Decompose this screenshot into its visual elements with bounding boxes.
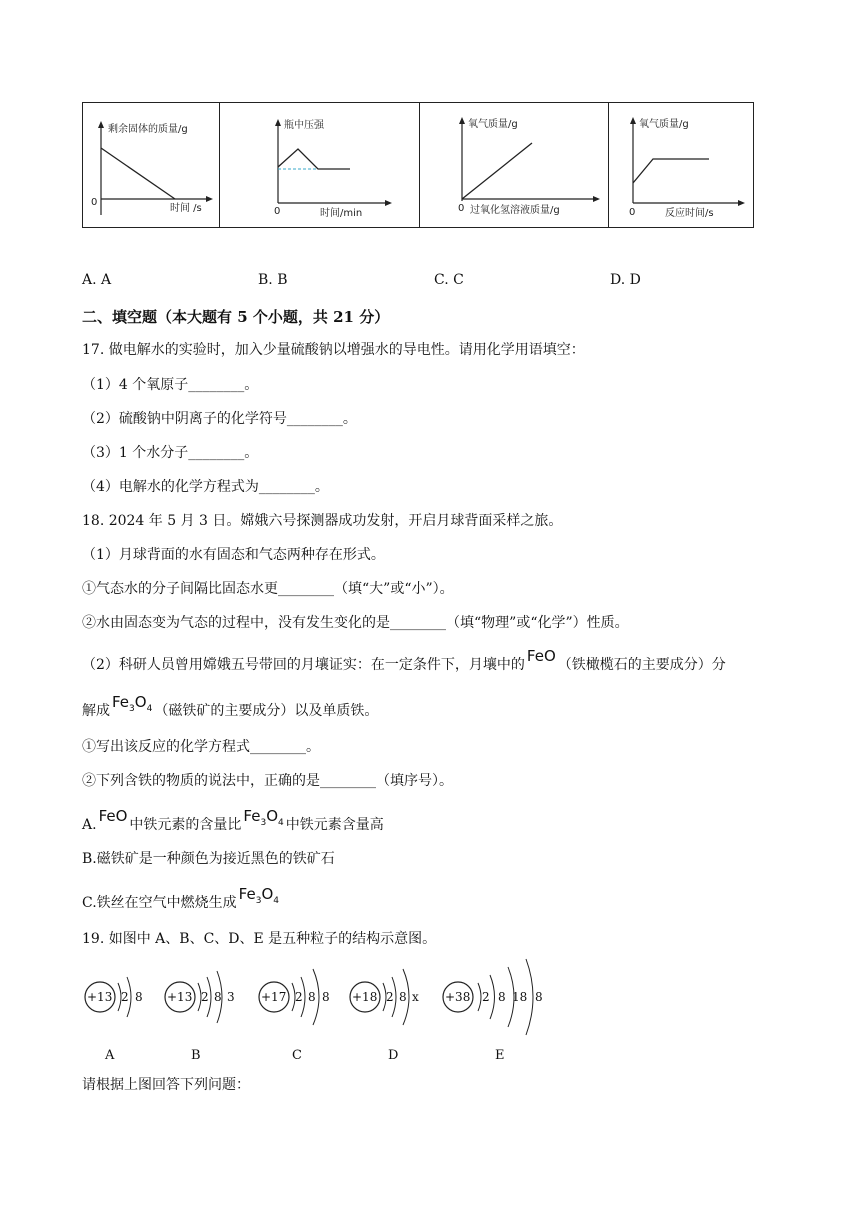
q18-option-a-pre: A. bbox=[82, 817, 97, 833]
atom-a-shell-1: 2 bbox=[121, 990, 129, 1004]
atom-e-shell-3: 18 bbox=[512, 990, 528, 1004]
graph-c-plot bbox=[420, 103, 610, 227]
graph-d-origin: 0 bbox=[629, 207, 636, 218]
atom-b-shell-3: 3 bbox=[227, 990, 235, 1004]
q18-part2-line1 bbox=[82, 647, 726, 674]
option-c: C. C bbox=[434, 272, 464, 288]
graph-c-xlabel: 过氧化氢溶液质量/g bbox=[470, 205, 560, 216]
q18-part1a: ①气态水的分子间隔比固态水更________（填“大”或“小”）。 bbox=[82, 581, 454, 597]
atom-c-shell-1: 2 bbox=[295, 990, 303, 1004]
atom-b-nucleus: +13 bbox=[167, 990, 193, 1004]
graph-d-plot bbox=[609, 103, 753, 227]
q18-option-c-pre: C.铁丝在空气中燃烧生成 bbox=[82, 895, 237, 911]
graph-b-origin: 0 bbox=[273, 206, 280, 217]
graph-c-line bbox=[462, 143, 532, 199]
atom-d-shell-1: 2 bbox=[386, 990, 394, 1004]
graph-a bbox=[83, 103, 220, 227]
q17-item-4: （4）电解水的化学方程式为________。 bbox=[82, 479, 329, 495]
atom-a bbox=[85, 977, 143, 1063]
q18-part2-line2-post: （磁铁矿的主要成分）以及单质铁。 bbox=[154, 703, 379, 719]
q19-stem: 19. 如图中 A、B、C、D、E 是五种粒子的结构示意图。 bbox=[82, 931, 437, 947]
atom-a-nucleus: +13 bbox=[87, 990, 113, 1004]
q18-part1: （1）月球背面的水有固态和气态两种存在形式。 bbox=[82, 547, 385, 563]
graph-b-xlabel: 时间/min bbox=[319, 208, 362, 219]
graph-a-ylabel: 剩余固体的质量/g bbox=[108, 124, 188, 135]
atom-c-nucleus: +17 bbox=[261, 990, 287, 1004]
q18-part2-pre: （2）科研人员曾用嫦娥五号带回的月壤证实：在一定条件下，月壤中的 bbox=[82, 657, 525, 673]
section-title: 二、填空题（本大题有 5 个小题，共 21 分） bbox=[82, 308, 390, 326]
graph-c-origin: 0 bbox=[458, 203, 465, 214]
q18-part2-post: （铁橄榄石的主要成分）分 bbox=[557, 657, 726, 673]
q18-option-a-post: 中铁元素含量高 bbox=[285, 817, 384, 833]
q17-stem: 17. 做电解水的实验时，加入少量硫酸钠以增强水的导电性。请用化学用语填空： bbox=[82, 342, 585, 358]
graph-b-line bbox=[278, 149, 350, 169]
graph-d bbox=[609, 103, 753, 227]
q17-item-1: （1）4 个氧原子________。 bbox=[82, 377, 259, 393]
graph-d-xlabel: 反应时间/s bbox=[665, 208, 715, 219]
graph-a-plot bbox=[83, 103, 220, 227]
graph-d-ylabel: 氧气质量/g bbox=[639, 119, 690, 130]
atom-e bbox=[443, 959, 543, 1063]
feo-formula-1: FeO bbox=[526, 647, 556, 665]
option-b: B. B bbox=[258, 272, 288, 288]
atom-d-nucleus: +18 bbox=[352, 990, 378, 1004]
atom-b-shell-1: 2 bbox=[201, 990, 209, 1004]
graph-c bbox=[420, 103, 609, 227]
atom-d-shell-2: 8 bbox=[399, 990, 407, 1004]
atom-d-shell-3: x bbox=[412, 990, 419, 1004]
q18-part2b: ②下列含铁的物质的说法中，正确的是________（填序号）。 bbox=[82, 773, 453, 789]
atom-c-shell-3: 8 bbox=[322, 990, 330, 1004]
q17-item-2: （2）硫酸钠中阴离子的化学符号________。 bbox=[82, 411, 357, 427]
atom-structure-diagrams bbox=[80, 955, 560, 1065]
q18-option-c bbox=[82, 885, 281, 914]
atom-c-shell-2: 8 bbox=[308, 990, 316, 1004]
graph-a-origin: 0 bbox=[91, 197, 98, 208]
fe3o4-formula-1: $Fe_3O_4$ bbox=[112, 693, 153, 714]
q18-stem: 18. 2024 年 5 月 3 日。嫦娥六号探测器成功发射，开启月球背面采样之旅。 bbox=[82, 513, 563, 529]
graph-b-ylabel: 瓶中压强 bbox=[283, 120, 324, 131]
q18-part1b: ②水由固态变为气态的过程中，没有发生变化的是________（填“物理”或“化学”）性质。 bbox=[82, 615, 629, 631]
graph-a-xlabel: 时间 /s bbox=[170, 203, 202, 214]
graph-c-ylabel: 氧气质量/g bbox=[468, 119, 518, 130]
q18-option-b: B.磁铁矿是一种颜色为接近黑色的铁矿石 bbox=[82, 851, 335, 867]
option-a: A. A bbox=[82, 272, 112, 288]
q18-option-a-mid: 中铁元素的含量比 bbox=[129, 817, 242, 833]
fe3o4-formula-2: $Fe_3O_4$ bbox=[243, 807, 284, 828]
graph-b bbox=[220, 103, 420, 227]
option-d: D. D bbox=[610, 272, 641, 288]
q18-part2-line2 bbox=[82, 693, 379, 722]
graph-table bbox=[82, 102, 754, 228]
graph-b-plot bbox=[220, 103, 421, 227]
graph-a-line bbox=[101, 148, 175, 199]
atom-b-shell-2: 8 bbox=[214, 990, 222, 1004]
atom-d-label: D bbox=[388, 1048, 399, 1063]
atom-b bbox=[165, 971, 235, 1063]
feo-formula-2: FeO bbox=[98, 807, 128, 825]
q17-item-3: （3）1 个水分子________。 bbox=[82, 445, 259, 461]
atom-a-label: A bbox=[105, 1048, 115, 1063]
fe3o4-formula-3: $Fe_3O_4$ bbox=[238, 885, 279, 906]
q18-option-a bbox=[82, 807, 384, 836]
atom-c-label: C bbox=[292, 1048, 302, 1063]
atom-e-nucleus: +38 bbox=[445, 990, 471, 1004]
q18-part2-line2-pre: 解成 bbox=[82, 703, 110, 719]
atom-d bbox=[350, 969, 419, 1063]
atom-c bbox=[259, 969, 330, 1063]
atom-a-shell-2: 8 bbox=[135, 990, 143, 1004]
graph-d-line bbox=[633, 159, 709, 183]
atom-e-shell-2: 8 bbox=[498, 990, 506, 1004]
atom-e-shell-1: 2 bbox=[482, 990, 490, 1004]
atom-b-label: B bbox=[191, 1048, 201, 1063]
q18-part2a: ①写出该反应的化学方程式________。 bbox=[82, 739, 320, 755]
atom-e-label: E bbox=[495, 1048, 505, 1063]
q19-followup: 请根据上图回答下列问题： bbox=[82, 1077, 250, 1093]
atom-e-shell-4: 8 bbox=[535, 990, 543, 1004]
